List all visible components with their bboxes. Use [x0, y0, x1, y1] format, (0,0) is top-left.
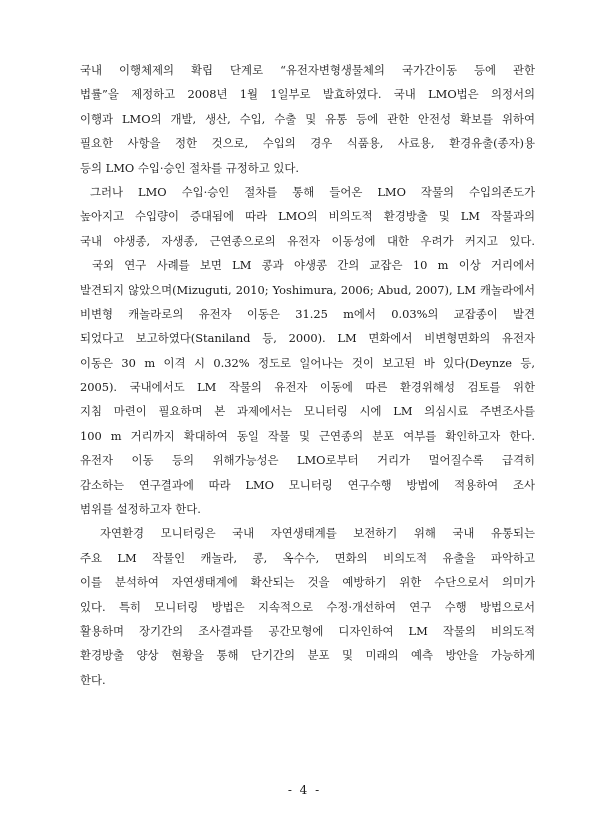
text-line: 환경방출 양상 현황을 통해 단기간의 분포 및 미래의 예측 방안을 가능하게 [80, 648, 535, 663]
paragraph-2 [80, 180, 535, 253]
page-number: - 4 - [287, 783, 322, 797]
text-line: 발견되지 않았으며(Mizuguti, 2010; Yoshimura, 2006; Abud, 2007), LM 캐놀라에서 [80, 282, 535, 297]
text-line: 자연환경 모니터링은 국내 자연생태계를 보전하기 위해 국내 유통되는 [100, 526, 535, 541]
paragraph-1 [80, 58, 535, 180]
text-line: 국외 연구 사례를 보면 LM 콩과 야생콩 간의 교잡은 10 m 이상 거리에서 [92, 258, 535, 273]
text-line: 이행과 LMO의 개발, 생산, 수입, 수출 및 유통 등에 관한 안전성 확보를 위하여 [80, 111, 535, 126]
text-line: 이를 분석하여 자연생태계에 확산되는 것을 예방하기 위한 수단으로서 의미가 [80, 575, 535, 590]
text-line: 감소하는 연구결과에 따라 LMO 모니터링 연구수행 방법에 적용하여 조사 [80, 477, 535, 492]
text-line: 지침 마련이 필요하며 본 과제에서는 모니터링 시에 LM 의심시료 주변조사를 [80, 404, 535, 419]
text-line: 등의 LMO 수입·승인 절차를 규정하고 있다. [80, 160, 299, 175]
paragraph-3 [80, 253, 535, 521]
text-line: 이동은 30 m 이격 시 0.32% 정도로 일어나는 것이 보고된 바 있다(Deynze 등, [80, 355, 535, 370]
text-line: 그러나 LMO 수입·승인 절차를 통해 들어온 LMO 작물의 수입의존도가 [90, 184, 535, 199]
text-line: 한다. [80, 672, 106, 687]
text-line: 국내 이행체제의 확립 단계로 “유전자변형생물체의 국가간이동 등에 관한 [80, 63, 535, 77]
body-text [80, 58, 535, 692]
text-line: 필요한 사항을 정한 것으로, 수입의 경우 식품용, 사료용, 환경유출(종자)용 [80, 136, 535, 151]
text-line: 범위를 설정하고자 한다. [80, 502, 201, 517]
text-line: 높아지고 수입량이 증대됨에 따라 LMO의 비의도적 환경방출 및 LM 작물과의 [80, 209, 535, 224]
text-line: 법률”을 제정하고 2008년 1월 1일부로 발효하였다. 국내 LMO법은 의정서의 [80, 87, 535, 102]
text-line: 있다. 특히 모니터링 방법은 지속적으로 수정·개선하여 연구 수행 방법으로서 [80, 599, 535, 614]
text-line: 100 m 거리까지 확대하여 동일 작물 및 근연종의 분포 여부를 확인하고자 한다. [80, 428, 535, 443]
text-line: 유전자 이동 등의 위해가능성은 LMO로부터 거리가 멀어질수록 급격히 [80, 453, 535, 468]
text-line: 활용하며 장기간의 조사결과를 공간모형에 디자인하여 LM 작물의 비의도적 [80, 623, 535, 638]
text-line: 2005). 국내에서도 LM 작물의 유전자 이동에 따른 환경위해성 검토를 위한 [80, 380, 535, 395]
text-line: 국내 야생종, 자생종, 근연종으로의 유전자 이동성에 대한 우려가 커지고 있다. [80, 233, 535, 248]
text-line: 주요 LM 작물인 캐놀라, 콩, 옥수수, 면화의 비의도적 유출을 파악하고 [80, 550, 535, 565]
text-line: 비변형 캐놀라로의 유전자 이동은 31.25 m에서 0.03%의 교잡종이 발견 [80, 306, 535, 321]
text-line: 되었다고 보고하였다(Staniland 등, 2000). LM 면화에서 비변형면화의 유전자 [80, 331, 535, 346]
paragraph-4 [80, 521, 535, 692]
